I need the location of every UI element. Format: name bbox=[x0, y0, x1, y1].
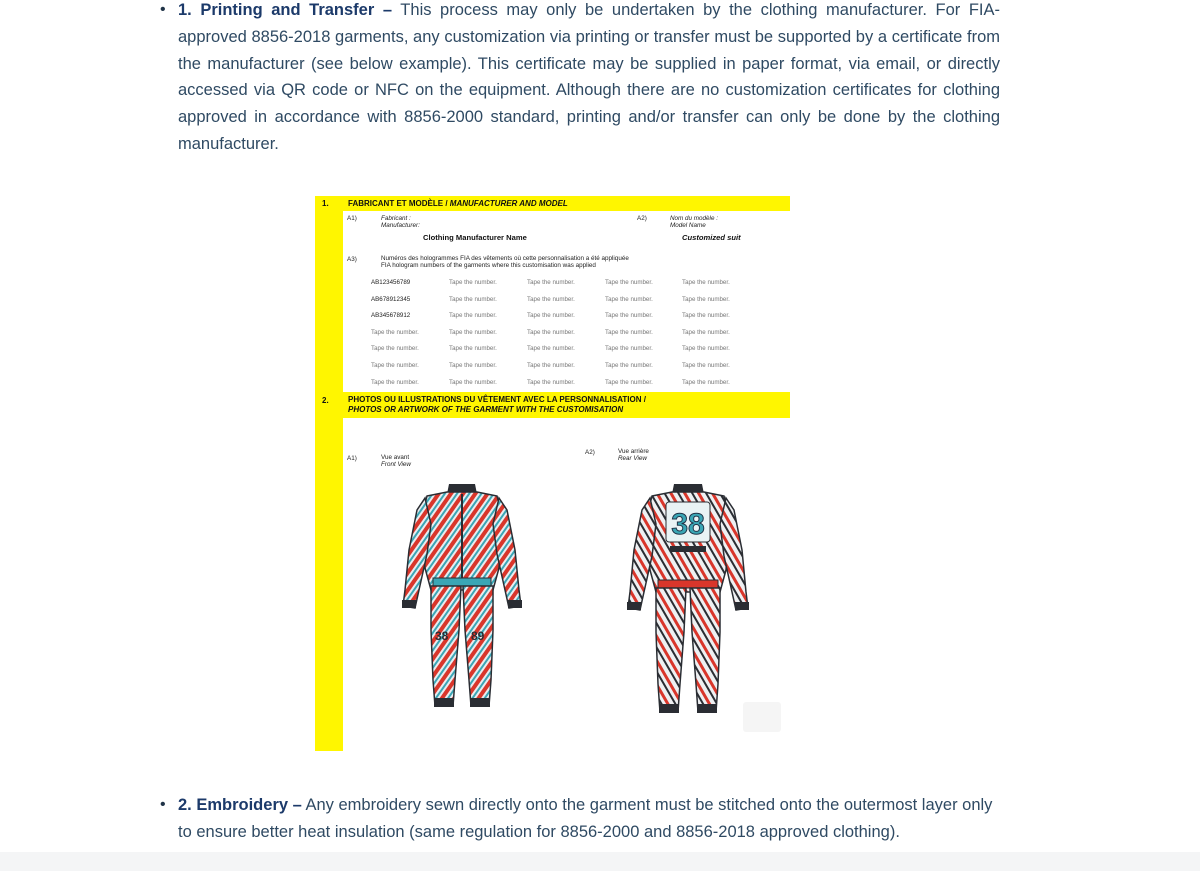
hologram-cell: Tape the number. bbox=[605, 295, 653, 303]
hologram-cell: Tape the number. bbox=[527, 279, 575, 286]
front-left-leg-number: 38 bbox=[435, 629, 449, 643]
rear-view-label: Vue arrière Rear View bbox=[618, 448, 649, 462]
rear-view-code: A2) bbox=[585, 449, 595, 456]
hologram-cell: Tape the number. bbox=[605, 312, 653, 320]
hologram-cell: Tape the number. bbox=[527, 345, 575, 353]
hologram-cell: Tape the number. bbox=[527, 312, 575, 320]
front-view-suit-illustration bbox=[397, 480, 527, 712]
a1-code: A1) bbox=[347, 215, 357, 222]
hologram-cell: Tape the number. bbox=[371, 378, 419, 386]
front-view-label: Vue avant Front View bbox=[381, 454, 411, 468]
customization-certificate-image bbox=[315, 196, 790, 751]
hologram-cell: Tape the number. bbox=[527, 378, 575, 386]
hologram-cell: Tape the number. bbox=[449, 378, 497, 386]
rear-view-suit-illustration bbox=[620, 480, 756, 718]
page-footer-band bbox=[0, 852, 1200, 871]
front-right-leg-number: 89 bbox=[471, 629, 485, 643]
hologram-cell: Tape the number. bbox=[449, 345, 497, 353]
hologram-cell: Tape the number. bbox=[371, 328, 419, 336]
hologram-cell: AB345678912 bbox=[371, 312, 411, 320]
bullet-icon: • bbox=[160, 796, 166, 813]
a2-label: Nom du modèle : Model Name bbox=[670, 215, 718, 229]
hologram-cell: Tape the number. bbox=[605, 279, 653, 286]
item-lead: 1. Printing and Transfer – bbox=[178, 1, 393, 19]
yellow-margin-strip bbox=[315, 196, 343, 751]
hologram-cell: Tape the number. bbox=[682, 312, 730, 320]
hologram-cell: Tape the number. bbox=[371, 345, 419, 353]
hologram-cell: Tape the number. bbox=[605, 328, 653, 336]
a2-code: A2) bbox=[637, 215, 647, 222]
hologram-cell: Tape the number. bbox=[527, 328, 575, 336]
front-view-code: A1) bbox=[347, 455, 357, 462]
hologram-cell: Tape the number. bbox=[682, 328, 730, 336]
hologram-cell: Tape the number. bbox=[605, 362, 653, 369]
hologram-cell: Tape the number. bbox=[449, 328, 497, 336]
section1-title: FABRICANT ET MODÈLE / MANUFACTURER AND MODEL bbox=[348, 199, 568, 208]
a3-label: Numéros des hologrammes FIA des vêtements où cette personnalisation a été appliquée FIA hologram numbers of the garments where this customisation was applied bbox=[381, 255, 629, 269]
hologram-cell: Tape the number. bbox=[682, 378, 730, 386]
item-lead: 2. Embroidery – bbox=[178, 796, 302, 814]
hologram-cell: AB123456789 bbox=[371, 279, 411, 286]
hologram-cell: Tape the number. bbox=[682, 345, 730, 353]
hologram-cell: Tape the number. bbox=[682, 362, 730, 369]
item-body: Any embroidery sewn directly onto the garment must be stitched onto the outermost layer only to ensure better heat insulation (same regulation for 8856-2000 and 8856-2018 approved clothing). bbox=[178, 796, 993, 841]
list-item-embroidery bbox=[160, 792, 1000, 846]
bullet-icon: • bbox=[160, 1, 166, 18]
list-item-printing-transfer bbox=[160, 0, 1000, 158]
hologram-cell: Tape the number. bbox=[449, 279, 497, 286]
manufacturer-value: Clothing Manufacturer Name bbox=[423, 233, 527, 242]
a3-code: A3) bbox=[347, 256, 357, 263]
hologram-cell: Tape the number. bbox=[527, 295, 575, 303]
a1-label: Fabricant : Manufacturer: bbox=[381, 215, 420, 229]
hologram-cell: Tape the number. bbox=[449, 312, 497, 320]
hologram-cell: Tape the number. bbox=[605, 345, 653, 353]
item-body: This process may only be undertaken by the clothing manufacturer. For FIA-approved 8856-2018 garments, any customization via printing or transfer must be supported by a certificate from the manufacturer (see below example). This certificate may be supplied in paper format, via email, or directly accessed via QR code or NFC on the equipment. Although there are no customization certificates for clothing approved in accordance with 8856-2000 standard, printing and/or transfer can only be done by the clothing manufacturer. bbox=[178, 1, 1000, 153]
item-text bbox=[178, 792, 1000, 846]
hologram-cell: Tape the number. bbox=[682, 279, 730, 286]
model-value: Customized suit bbox=[682, 233, 741, 242]
item-text bbox=[178, 0, 1000, 158]
section2-number: 2. bbox=[322, 396, 329, 405]
hologram-cell: Tape the number. bbox=[605, 378, 653, 386]
section2-title: PHOTOS OU ILLUSTRATIONS DU VÊTEMENT AVEC LA PERSONNALISATION / PHOTOS OR ARTWORK OF THE GARMENT WITH THE CUSTOMISATION bbox=[348, 395, 646, 414]
hologram-cell: Tape the number. bbox=[371, 362, 419, 369]
hologram-cell: Tape the number. bbox=[449, 295, 497, 303]
image-watermark-box bbox=[743, 702, 781, 732]
hologram-cell: Tape the number. bbox=[449, 362, 497, 369]
rear-racing-number: 38 bbox=[671, 508, 705, 541]
hologram-cell: Tape the number. bbox=[527, 362, 575, 369]
section1-number: 1. bbox=[322, 199, 329, 208]
hologram-cell: AB678912345 bbox=[371, 295, 411, 303]
hologram-cell: Tape the number. bbox=[682, 295, 730, 303]
